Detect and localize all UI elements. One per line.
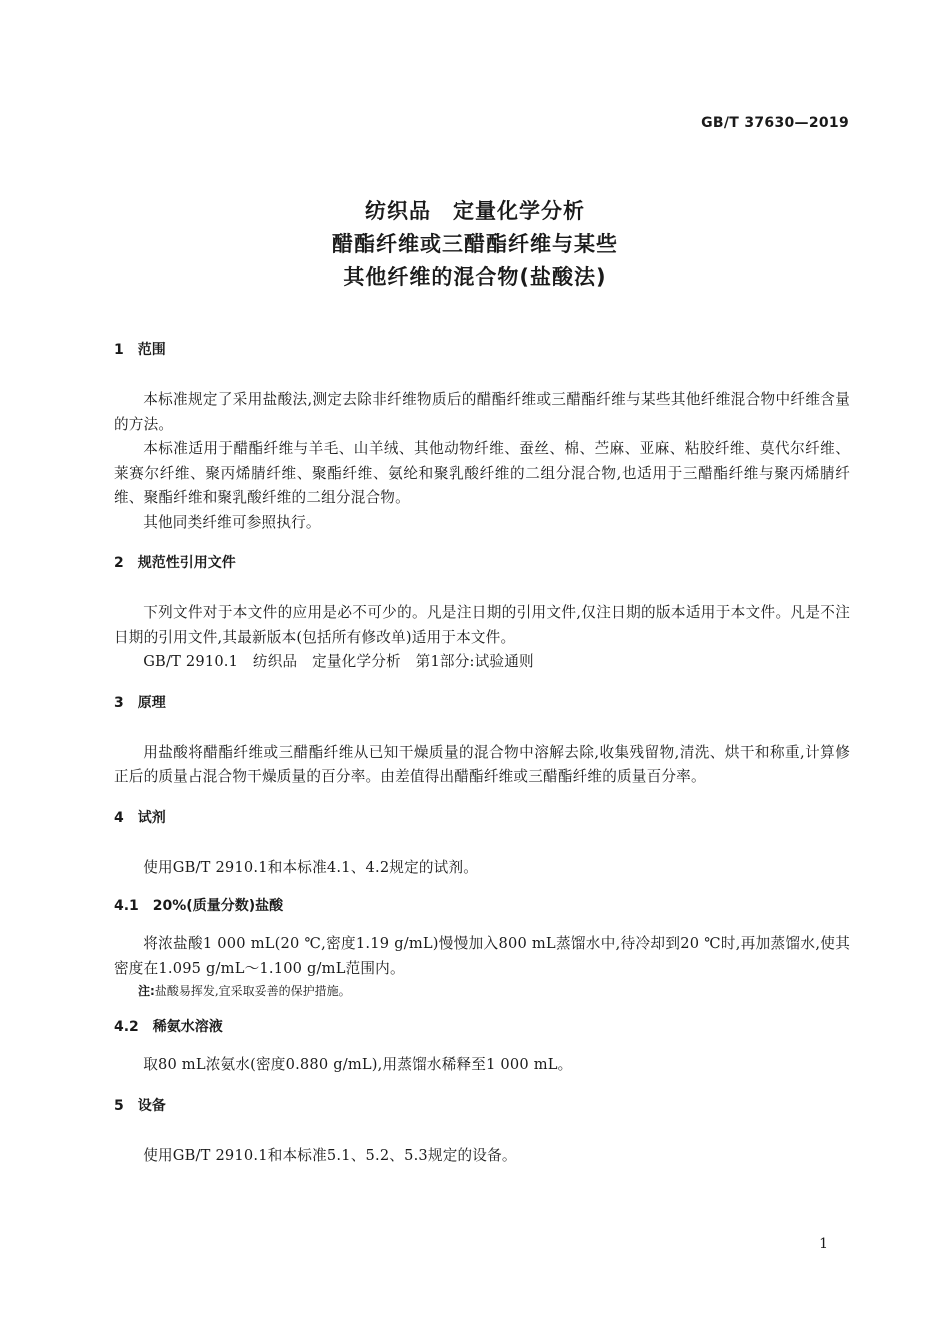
subsection-heading-hydrochloric-acid: 4.1 20%(质量分数)盐酸 — [114, 898, 284, 914]
title-line-2: 醋酯纤维或三醋酯纤维与某些 — [332, 232, 618, 256]
title-line-1: 纺织品 定量化学分析 — [365, 199, 585, 223]
section-heading-reagents: 4 试剂 — [114, 809, 166, 826]
section-heading-principle: 3 原理 — [114, 694, 166, 711]
section-heading-normative-references: 2 规范性引用文件 — [114, 555, 236, 571]
section-heading-scope: 1 范围 — [114, 342, 166, 358]
reference-item: GB/T 2910.1 纺织品 定量化学分析 第1部分:试验通则 — [143, 653, 534, 670]
document-title — [0, 195, 950, 294]
paragraph: 使用GB/T 2910.1和本标准5.1、5.2、5.3规定的设备。 — [143, 1146, 517, 1164]
standard-code: GB/T 37630—2019 — [701, 115, 849, 131]
paragraph: 用盐酸将醋酯纤维或三醋酯纤维从已知干燥质量的混合物中溶解去除,收集残留物,清洗、烘干和称重,计算修正后的质量占混合物干燥质量的百分率。由差值得出醋酯纤维或三醋酯纤维的质量百分率。 — [114, 743, 850, 785]
section-heading-apparatus: 5 设备 — [114, 1097, 166, 1114]
document-body — [114, 336, 850, 1168]
paragraph: 将浓盐酸1 000 mL(20 ℃,密度1.19 g/mL)慢慢加入800 mL蒸馏水中,待冷却到20 ℃时,再加蒸馏水,使其密度在1.095 g/mL～1.100 g/mL范围内。 — [114, 935, 850, 977]
title-line-3: 其他纤维的混合物(盐酸法) — [343, 265, 607, 289]
note-text: 盐酸易挥发,宜采取妥善的保护措施。 — [154, 984, 351, 998]
page-number: 1 — [819, 1236, 828, 1252]
paragraph: 本标准适用于醋酯纤维与羊毛、山羊绒、其他动物纤维、蚕丝、棉、苎麻、亚麻、粘胶纤维、莫代尔纤维、莱赛尔纤维、聚丙烯腈纤维、聚酯纤维、氨纶和聚乳酸纤维的二组分混合物,也适用于三醋酯纤维与聚丙烯腈纤维、聚酯纤维和聚乳酸纤维的二组分混合物。 — [114, 440, 850, 506]
note-label: 注: — [138, 984, 155, 998]
paragraph: 其他同类纤维可参照执行。 — [143, 513, 321, 531]
paragraph: 下列文件对于本文件的应用是必不可少的。凡是注日期的引用文件,仅注日期的版本适用于本文件。凡是不注日期的引用文件,其最新版本(包括所有修改单)适用于本文件。 — [114, 604, 850, 646]
note — [114, 981, 850, 1001]
paragraph: 本标准规定了采用盐酸法,测定去除非纤维物质后的醋酯纤维或三醋酯纤维与某些其他纤维混合物中纤维含量的方法。 — [114, 391, 850, 433]
paragraph: 使用GB/T 2910.1和本标准4.1、4.2规定的试剂。 — [143, 858, 479, 876]
subsection-heading-dilute-ammonia: 4.2 稀氨水溶液 — [114, 1019, 223, 1035]
paragraph: 取80 mL浓氨水(密度0.880 g/mL),用蒸馏水稀释至1 000 mL。 — [143, 1056, 573, 1073]
